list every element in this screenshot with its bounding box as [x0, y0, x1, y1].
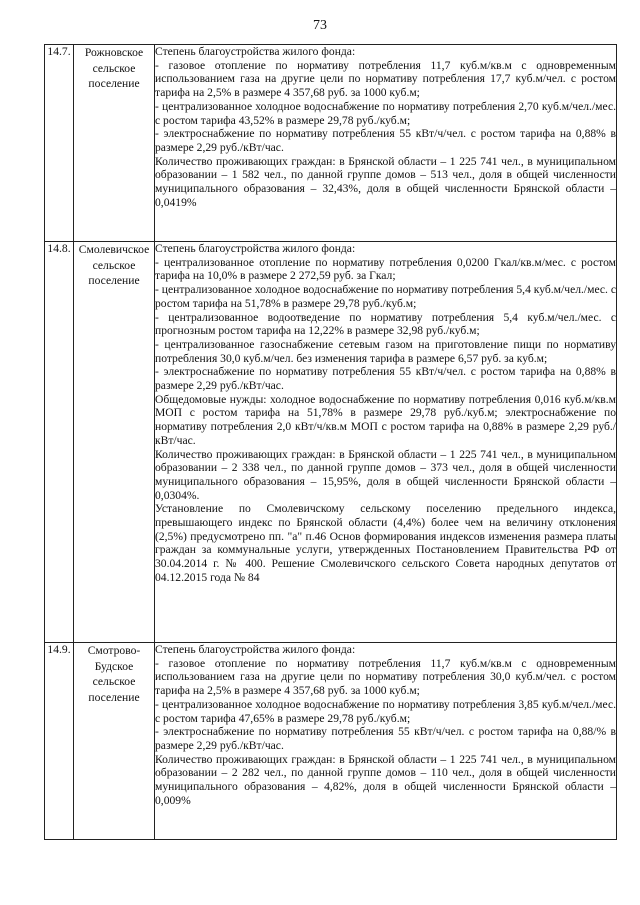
paragraph: - централизованное холодное водоснабжение по нормативу потребления 3,85 куб.м/чел./мес. с ростом тарифа 47,65% в размере 29,78 руб./куб.м; [155, 697, 616, 725]
row-description [155, 45, 617, 242]
table-row [45, 242, 617, 643]
paragraph: - электроснабжение по нормативу потребления 55 кВт/ч/чел. с ростом тарифа на 0,88% в размере 2,29 руб./кВт/час. [155, 127, 616, 154]
paragraph: - централизованное водоотведение по нормативу потребления 5,4 куб.м/чел./мес. с прогнозным ростом тарифа на 12,22% в размере 32,98 руб./куб.м; [155, 310, 616, 338]
tariff-table [44, 44, 617, 840]
paragraph: Количество проживающих граждан: в Брянской области – 1 225 741 чел., в муниципальном образовании – 2 282 чел., по данной группе домов – 110 чел., доля в общей численности муниципального образования – 4,82%, доля в общей численности Брянской области – 0,009% [155, 752, 616, 807]
row-description [155, 242, 617, 643]
paragraph: - централизованное отопление по нормативу потребления 0,0200 Гкал/кв.м/мес. с ростом тарифа на 10,0% в размере 2 272,59 руб. за Гкал; [155, 255, 616, 283]
paragraph: Количество проживающих граждан: в Брянской области – 1 225 741 чел., в муниципальном образовании – 2 338 чел., по данной группе домов – 373 чел., доля в общей численности муниципального образования – 15,95%, доля в общей численности Брянской области – 0,0304%. [155, 447, 616, 502]
row-number: 14.7. [45, 45, 74, 242]
row-description [155, 643, 617, 840]
paragraph: - электроснабжение по нормативу потребления 55 кВт/ч/чел. с ростом тарифа на 0,88/% в размере 2,29 руб./кВт/час. [155, 725, 616, 752]
paragraph: - централизованное газоснабжение сетевым газом на приготовление пищи по нормативу потребления 30,0 куб.м/чел. без изменения тарифа в размере 6,57 руб. за куб.м; [155, 337, 616, 365]
paragraph: Степень благоустройства жилого фонда: [155, 45, 356, 58]
row-number: 14.8. [45, 242, 74, 643]
settlement-name: Смолевичское сельское поселение [74, 242, 155, 643]
paragraph: Степень благоустройства жилого фонда: [155, 242, 356, 255]
paragraph: Степень благоустройства жилого фонда: [155, 643, 356, 656]
paragraph: Общедомовые нужды: холодное водоснабжение по нормативу потребления 0,016 куб.м/кв.м МОП с ростом тарифа на 51,78% в размере 29,78 руб./куб.м; электроснабжение по нормативу потребления 2,0 кВт/ч/кв.м МОП с ростом тарифа на 0,88% в размере 2,29 руб./кВт/час. [155, 392, 616, 447]
paragraph: - газовое отопление по нормативу потребления 11,7 куб.м/кв.м с одновременным использованием газа на другие цели по нормативу потребления 17,7 куб.м/чел. с ростом тарифа на 2,5% в размере 4 357,68 руб. за 1000 куб.м; [155, 58, 616, 100]
table-row [45, 45, 617, 242]
paragraph: Установление по Смолевичскому сельскому поселению предельного индекса, превышающего индекс по Брянской области (4,4%) более чем на величину отклонения (2,5%) предусмотрено пп. "а" п.46 Основ формирования индексов изменения размера платы граждан за коммунальные услуги, утвержденных Постановлением Правительства РФ от 30.04.2014 г. № 400. Решение Смолевичского сельского Совета народных депутатов от 04.12.2015 года № 84 [155, 502, 616, 584]
paragraph: - электроснабжение по нормативу потребления 55 кВт/ч/чел. с ростом тарифа на 0,88% в размере 2,29 руб./кВт/час. [155, 365, 616, 393]
paragraph: - газовое отопление по нормативу потребления 11,7 куб.м/кв.м с одновременным использованием газа на другие цели по нормативу потребления 30,0 куб.м/чел. с ростом тарифа на 2,5% в размере 4 357,68 руб. за 1000 куб.м; [155, 656, 616, 698]
settlement-name: Смотрово-Будское сельское поселение [74, 643, 155, 840]
table-row [45, 643, 617, 840]
paragraph: Количество проживающих граждан: в Брянской области – 1 225 741 чел., в муниципальном образовании – 1 582 чел., по данной группе домов – 513 чел., доля в общей численности муниципального образования – 32,43%, доля в общей численности Брянской области – 0,0419% [155, 154, 616, 209]
paragraph: - централизованное холодное водоснабжение по нормативу потребления 2,70 куб.м/чел./мес. с ростом тарифа 43,52% в размере 29,78 руб./куб.м; [155, 99, 616, 127]
page-number: 73 [313, 18, 327, 33]
paragraph: - централизованное холодное водоснабжение по нормативу потребления 5,4 куб.м/чел./мес. с ростом тарифа на 51,78% в размере 29,78 руб./куб.м; [155, 283, 616, 310]
settlement-name: Рожновское сельское поселение [74, 45, 155, 242]
row-number: 14.9. [45, 643, 74, 840]
